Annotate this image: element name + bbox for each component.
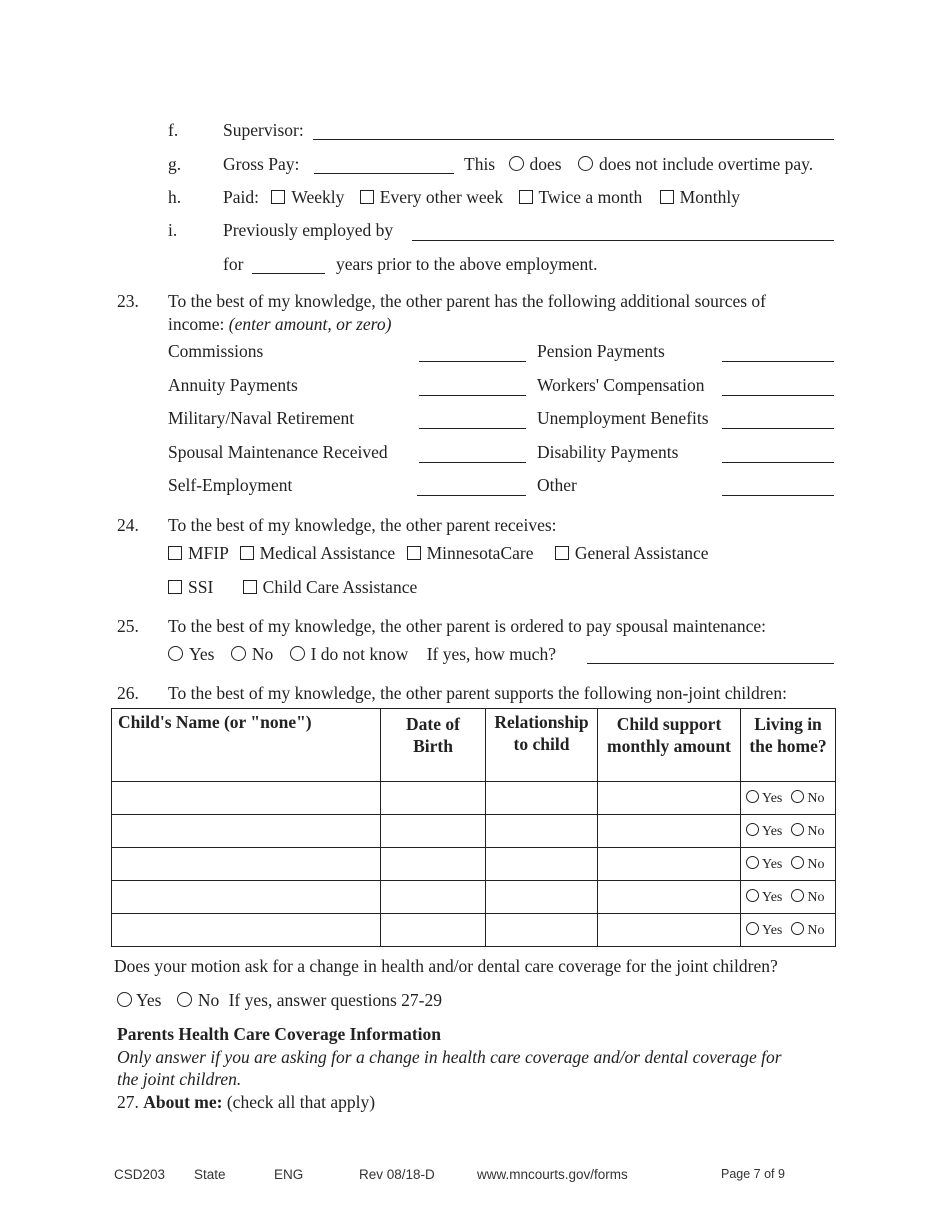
- col-relationship: [486, 709, 598, 782]
- footer-url: www.mncourts.gov/forms: [477, 1167, 628, 1182]
- living-cell: [741, 881, 836, 914]
- living-yes-radio[interactable]: [746, 889, 759, 902]
- table-row: [112, 782, 836, 815]
- child-name-cell[interactable]: [112, 782, 381, 815]
- spousal-maintenance-options: [168, 643, 556, 665]
- living-cell: [741, 914, 836, 947]
- income-workers-comp-field[interactable]: [722, 395, 834, 396]
- living-cell: [741, 848, 836, 881]
- income-other-label: Other: [537, 475, 577, 495]
- q23-text-2: [168, 313, 391, 335]
- child-name-cell[interactable]: [112, 848, 381, 881]
- health-no-label: No: [197, 990, 220, 1010]
- non-joint-children-table: [111, 708, 836, 947]
- col-dob-line1: Date of: [406, 714, 460, 734]
- q27-number: 27.: [117, 1092, 139, 1112]
- income-spousal-label: Spousal Maintenance Received: [168, 442, 388, 462]
- living-no-radio[interactable]: [791, 922, 804, 935]
- spousal-unknown-radio[interactable]: [290, 646, 305, 661]
- paid-twice-month-label: Twice a month: [538, 187, 643, 207]
- income-disability-field[interactable]: [722, 462, 834, 463]
- mfip-checkbox[interactable]: [168, 546, 182, 560]
- living-no-label: No: [807, 823, 825, 839]
- item-h-letter: h.: [168, 187, 182, 207]
- mfip-label: MFIP: [188, 543, 229, 563]
- overtime-does-label: does: [529, 154, 562, 174]
- support-cell[interactable]: [598, 815, 741, 848]
- col-dob-line2: Birth: [413, 736, 453, 756]
- health-followup: If yes, answer questions 27-29: [228, 990, 442, 1010]
- col-living-in-home: [741, 709, 836, 782]
- health-coverage-question: Does your motion ask for a change in health and/or dental care coverage for the joint children?: [114, 956, 778, 976]
- q23-text: To the best of my knowledge, the other parent has the following additional sources of: [168, 291, 766, 311]
- this-text: This: [464, 154, 496, 174]
- footer-language: ENG: [274, 1167, 304, 1182]
- gross-pay-field[interactable]: [314, 173, 454, 174]
- minnesotacare-checkbox[interactable]: [407, 546, 421, 560]
- living-yes-label: Yes: [762, 790, 783, 806]
- overtime-does-radio[interactable]: [509, 156, 524, 171]
- overtime-does-not-label: does not include overtime pay.: [598, 154, 814, 174]
- dob-cell[interactable]: [381, 881, 486, 914]
- living-yes-label: Yes: [762, 889, 783, 905]
- q27-about-me: About me:: [143, 1092, 223, 1112]
- income-military-field[interactable]: [419, 428, 526, 429]
- previously-employed-label: Previously employed by: [223, 220, 394, 240]
- footer-form-id: CSD203: [114, 1167, 166, 1182]
- paid-monthly-label: Monthly: [679, 187, 740, 207]
- q24-text: To the best of my knowledge, the other parent receives:: [168, 515, 557, 535]
- how-much-field[interactable]: [587, 663, 834, 664]
- ssi-label: SSI: [188, 577, 214, 597]
- dob-cell[interactable]: [381, 848, 486, 881]
- medical-assistance-checkbox[interactable]: [240, 546, 254, 560]
- col-child-support: [598, 709, 741, 782]
- table-row: [112, 881, 836, 914]
- living-yes-label: Yes: [762, 922, 783, 938]
- income-self-employment-label: Self-Employment: [168, 475, 293, 495]
- spousal-yes-radio[interactable]: [168, 646, 183, 661]
- living-yes-label: Yes: [762, 823, 783, 839]
- living-yes-radio[interactable]: [746, 790, 759, 803]
- q23-number: 23.: [117, 291, 139, 311]
- general-assistance-checkbox[interactable]: [555, 546, 569, 560]
- q23-income-label: income:: [168, 314, 225, 334]
- income-unemployment-field[interactable]: [722, 428, 834, 429]
- paid-weekly-checkbox[interactable]: [271, 190, 285, 204]
- paid-monthly-checkbox[interactable]: [660, 190, 674, 204]
- living-no-label: No: [807, 790, 825, 806]
- supervisor-label: Supervisor:: [223, 120, 304, 140]
- q23-instruction: (enter amount, or zero): [228, 314, 392, 334]
- for-label: for: [223, 254, 244, 274]
- relationship-cell[interactable]: [486, 782, 598, 815]
- income-commissions-label: Commissions: [168, 341, 264, 361]
- supervisor-field[interactable]: [313, 139, 834, 140]
- paid-label: Paid:: [223, 187, 259, 207]
- income-military-label: Military/Naval Retirement: [168, 408, 355, 428]
- living-no-radio[interactable]: [791, 889, 804, 902]
- item-i-letter: i.: [168, 220, 178, 240]
- support-cell[interactable]: [598, 881, 741, 914]
- child-name-cell[interactable]: [112, 881, 381, 914]
- living-yes-radio[interactable]: [746, 922, 759, 935]
- table-row: [112, 914, 836, 947]
- q24-number: 24.: [117, 515, 139, 535]
- gross-pay-label: Gross Pay:: [223, 154, 300, 174]
- spousal-yes-label: Yes: [189, 644, 215, 664]
- spousal-no-label: No: [251, 644, 274, 664]
- spousal-no-radio[interactable]: [231, 646, 246, 661]
- previously-employed-field[interactable]: [412, 240, 834, 241]
- benefits-row-1: [168, 542, 709, 564]
- paid-row: [223, 186, 740, 208]
- col-child-name: [112, 709, 381, 782]
- col-cs-line2: monthly amount: [607, 736, 731, 756]
- footer-state: State: [194, 1167, 226, 1182]
- col-child-name-label: Child's Name (or "none"): [118, 712, 312, 732]
- relationship-cell[interactable]: [486, 881, 598, 914]
- col-rel-line1: Relationship: [494, 712, 589, 732]
- paid-twice-month-checkbox[interactable]: [519, 190, 533, 204]
- child-name-cell[interactable]: [112, 815, 381, 848]
- income-workers-comp-label: Workers' Compensation: [537, 375, 705, 395]
- support-cell[interactable]: [598, 848, 741, 881]
- q27-line: [117, 1091, 375, 1113]
- q25-text: To the best of my knowledge, the other parent is ordered to pay spousal maintenance:: [168, 616, 766, 636]
- q25-number: 25.: [117, 616, 139, 636]
- living-no-label: No: [807, 922, 825, 938]
- income-self-employment-field[interactable]: [417, 495, 526, 496]
- living-no-radio[interactable]: [791, 856, 804, 869]
- relationship-cell[interactable]: [486, 848, 598, 881]
- col-date-of-birth: [381, 709, 486, 782]
- relationship-cell[interactable]: [486, 815, 598, 848]
- general-assistance-label: General Assistance: [574, 543, 709, 563]
- dob-cell[interactable]: [381, 782, 486, 815]
- living-cell: [741, 815, 836, 848]
- spousal-unknown-label: I do not know: [310, 644, 409, 664]
- table-row: [112, 848, 836, 881]
- table-header-row: [112, 709, 836, 782]
- medical-assistance-label: Medical Assistance: [259, 543, 396, 563]
- dob-cell[interactable]: [381, 914, 486, 947]
- health-no-radio[interactable]: [177, 992, 192, 1007]
- income-spousal-field[interactable]: [419, 462, 526, 463]
- health-coverage-options: [117, 989, 442, 1011]
- support-cell[interactable]: [598, 914, 741, 947]
- col-cs-line1: Child support: [616, 714, 722, 734]
- table-row: [112, 815, 836, 848]
- section-heading: Parents Health Care Coverage Information: [117, 1024, 442, 1044]
- footer-revision: Rev 08/18-D: [359, 1167, 435, 1182]
- col-live-line2: the home?: [749, 736, 827, 756]
- item-f-letter: f.: [168, 120, 179, 140]
- col-live-line1: Living in: [754, 714, 822, 734]
- income-pension-label: Pension Payments: [537, 341, 665, 361]
- income-annuity-field[interactable]: [419, 395, 526, 396]
- living-no-radio[interactable]: [791, 790, 804, 803]
- living-yes-label: Yes: [762, 856, 783, 872]
- income-pension-field[interactable]: [722, 361, 834, 362]
- health-yes-label: Yes: [136, 990, 162, 1010]
- living-no-label: No: [807, 856, 825, 872]
- income-annuity-label: Annuity Payments: [168, 375, 298, 395]
- q26-number: 26.: [117, 683, 139, 703]
- item-g-letter: g.: [168, 154, 182, 174]
- support-cell[interactable]: [598, 782, 741, 815]
- paid-weekly-label: Weekly: [291, 187, 345, 207]
- q27-instruction: (check all that apply): [226, 1092, 376, 1112]
- years-field[interactable]: [252, 273, 325, 274]
- years-prior-label: years prior to the above employment.: [336, 254, 598, 274]
- living-no-label: No: [807, 889, 825, 905]
- footer-page-number: Page 7 of 9: [721, 1167, 785, 1181]
- income-commissions-field[interactable]: [419, 361, 526, 362]
- dob-cell[interactable]: [381, 815, 486, 848]
- paid-every-other-week-label: Every other week: [379, 187, 504, 207]
- relationship-cell[interactable]: [486, 914, 598, 947]
- q26-text: To the best of my knowledge, the other parent supports the following non-joint children:: [168, 683, 787, 703]
- income-unemployment-label: Unemployment Benefits: [537, 408, 709, 428]
- col-rel-line2: to child: [513, 734, 570, 754]
- income-disability-label: Disability Payments: [537, 442, 679, 462]
- gross-pay-overtime: [464, 153, 813, 175]
- section-note-2: the joint children.: [117, 1069, 242, 1089]
- paid-every-other-week-checkbox[interactable]: [360, 190, 374, 204]
- income-other-field[interactable]: [722, 495, 834, 496]
- how-much-label: If yes, how much?: [426, 644, 556, 664]
- child-care-assistance-label: Child Care Assistance: [262, 577, 418, 597]
- living-no-radio[interactable]: [791, 823, 804, 836]
- living-cell: [741, 782, 836, 815]
- child-name-cell[interactable]: [112, 914, 381, 947]
- minnesotacare-label: MinnesotaCare: [426, 543, 534, 563]
- living-yes-radio[interactable]: [746, 823, 759, 836]
- health-yes-radio[interactable]: [117, 992, 132, 1007]
- benefits-row-2: [168, 576, 417, 598]
- section-note-1: Only answer if you are asking for a change in health care coverage and/or dental coverage for: [117, 1047, 782, 1067]
- living-yes-radio[interactable]: [746, 856, 759, 869]
- ssi-checkbox[interactable]: [168, 580, 182, 594]
- overtime-does-not-radio[interactable]: [578, 156, 593, 171]
- child-care-assistance-checkbox[interactable]: [243, 580, 257, 594]
